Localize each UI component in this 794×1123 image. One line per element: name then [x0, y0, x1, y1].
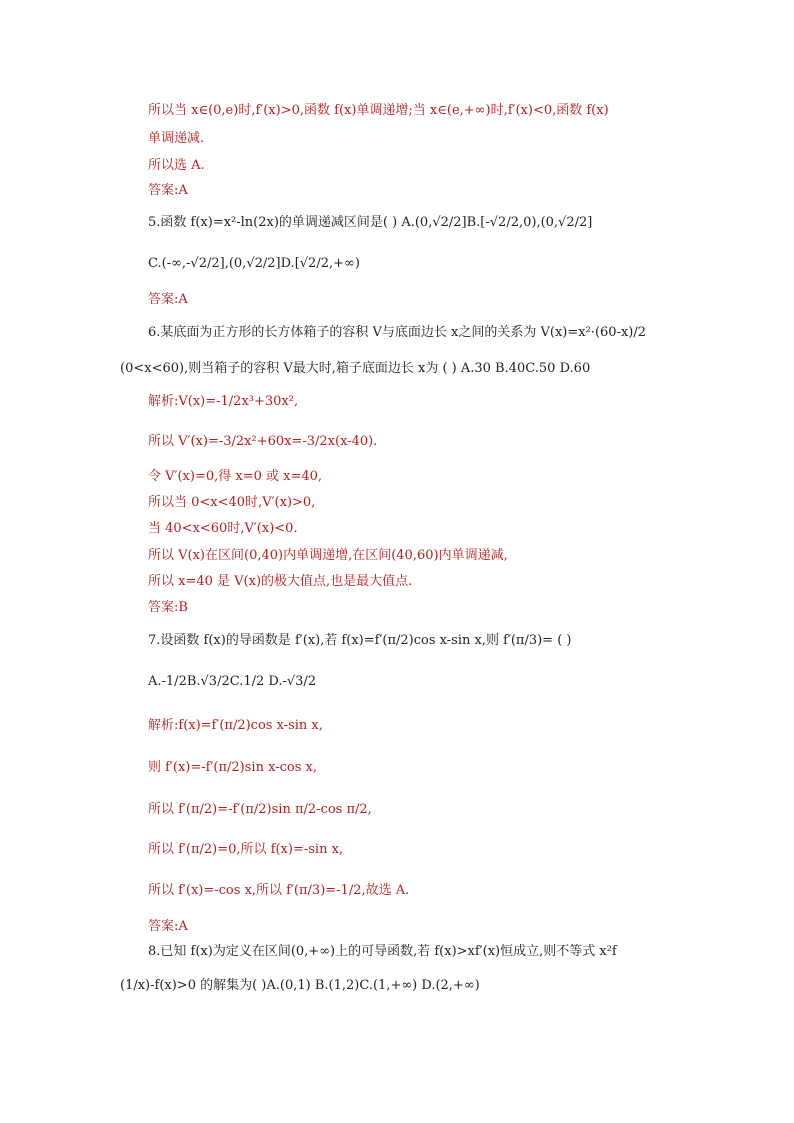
- answer-line: 答案:B: [148, 600, 188, 615]
- question-7-options: A.-1/2B.√3/2C.1/2 D.-√3/2: [148, 674, 317, 689]
- solution-line: 所以 V(x)在区间(0,40)内单调递增,在区间(40,60)内单调递减,: [148, 548, 508, 563]
- solution-line: 解析:V(x)=-1/2x³+30x²,: [148, 394, 299, 409]
- solution-line: 令 V′(x)=0,得 x=0 或 x=40,: [148, 469, 323, 484]
- solution-line: 则 f′(x)=-f′(π/2)sin x-cos x,: [148, 760, 317, 775]
- question-5-options: C.(-∞,-√2/2],(0,√2/2]D.[√2/2,+∞): [148, 256, 360, 271]
- answer-line: 答案:A: [148, 292, 188, 307]
- text-line: 所以选 A.: [148, 158, 205, 173]
- solution-line: 解析:f(x)=f′(π/2)cos x-sin x,: [148, 718, 323, 733]
- solution-line: 所以 x=40 是 V(x)的极大值点,也是最大值点.: [148, 574, 413, 589]
- solution-line: 所以 f′(π/2)=-f′(π/2)sin π/2-cos π/2,: [148, 802, 372, 817]
- answer-line: 答案:A: [148, 919, 188, 934]
- solution-line: 所以 V′(x)=-3/2x²+60x=-3/2x(x-40).: [148, 434, 378, 449]
- solution-line: 所以 f′(x)=-cos x,所以 f′(π/3)=-1/2,故选 A.: [148, 883, 410, 898]
- solution-line: 所以当 0<x<40时,V′(x)>0,: [148, 495, 316, 510]
- question-8-options: (1/x)-f(x)>0 的解集为( )A.(0,1) B.(1,2)C.(1,+∞) D.(2,+∞): [120, 978, 480, 993]
- solution-line: 所以 f′(π/2)=0,所以 f(x)=-sin x,: [148, 842, 344, 857]
- question-6-options: (0<x<60),则当箱子的容积 V最大时,箱子底面边长 x为 ( ) A.30 B.40C.50 D.60: [120, 361, 591, 376]
- question-7: 7.设函数 f(x)的导函数是 f′(x),若 f(x)=f′(π/2)cos x-sin x,则 f′(π/3)= ( ): [148, 633, 572, 648]
- question-6: 6.某底面为正方形的长方体箱子的容积 V与底面边长 x之间的关系为 V(x)=x²·(60-x)/2: [148, 325, 647, 340]
- question-5: 5.函数 f(x)=x²-ln(2x)的单调递减区间是( ) A.(0,√2/2]B.[-√2/2,0),(0,√2/2]: [148, 215, 593, 230]
- solution-line: 当 40<x<60时,V′(x)<0.: [148, 521, 298, 536]
- text-line: 单调递减.: [148, 131, 205, 146]
- question-8: 8.已知 f(x)为定义在区间(0,+∞)上的可导函数,若 f(x)>xf′(x)恒成立,则不等式 x²f: [148, 944, 617, 959]
- text-line: 所以当 x∈(0,e)时,f′(x)>0,函数 f(x)单调递增;当 x∈(e,+∞)时,f′(x)<0,函数 f(x): [148, 103, 609, 118]
- answer-line: 答案:A: [148, 183, 188, 198]
